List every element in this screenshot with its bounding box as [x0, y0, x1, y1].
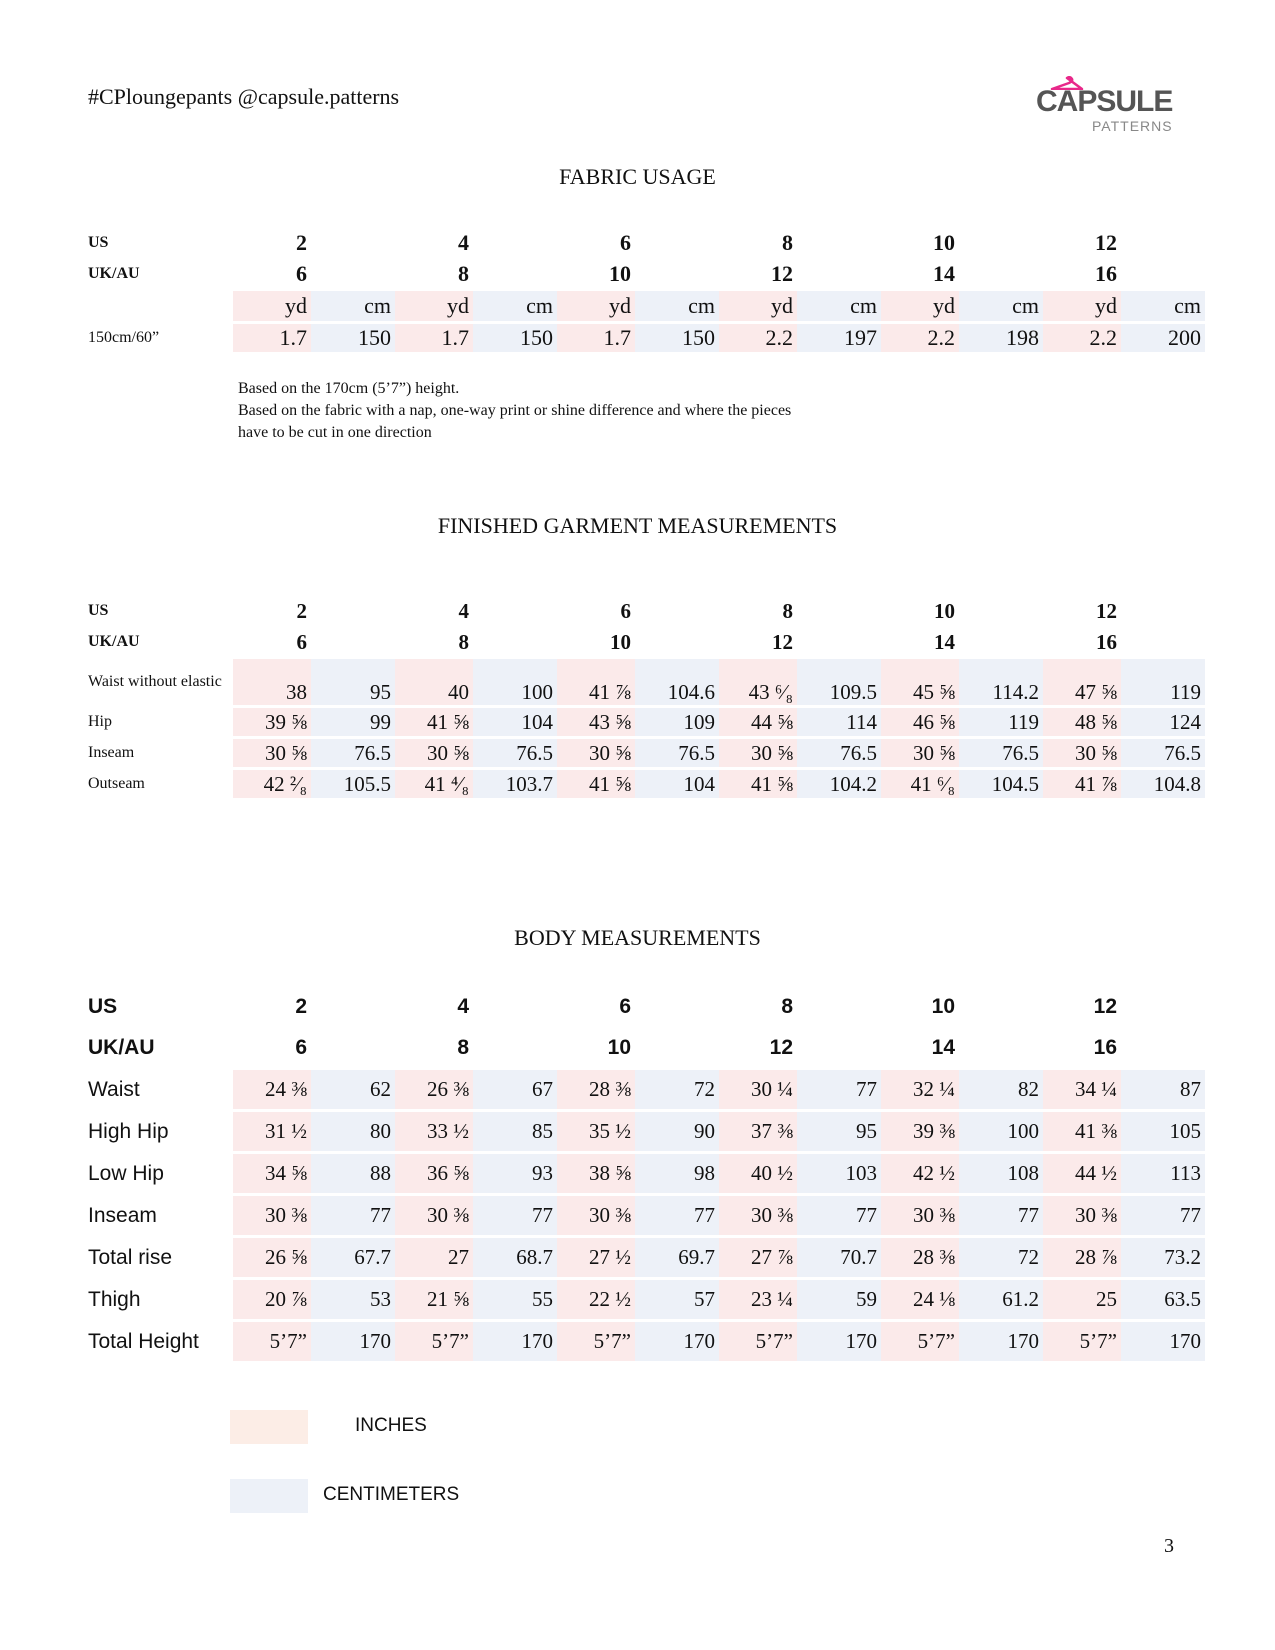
row-label: Thigh: [88, 1287, 141, 1311]
uk-size-cell: 8: [458, 629, 469, 654]
us-size-cell: 8: [781, 995, 793, 1018]
inch-value-cell: 23 ¼: [719, 1280, 797, 1319]
inch-value-cell: 30 ⅜: [233, 1196, 311, 1235]
us-size-cell: 12: [1095, 230, 1117, 255]
logo-wordmark: CAPSULE: [1036, 85, 1173, 118]
inch-value-cell: 39 ⅜: [881, 1112, 959, 1151]
spacer: [311, 229, 395, 257]
unit-yd: yd: [1043, 291, 1121, 321]
uk-size-cell: 6: [296, 629, 307, 654]
uk-size-cell: 12: [772, 629, 793, 654]
cm-value-cell: 150: [473, 324, 557, 352]
inch-value-cell: 1.7: [557, 324, 635, 352]
spacer: [1121, 988, 1205, 1026]
spacer: [797, 628, 881, 656]
inch-value-cell: 2.2: [1043, 324, 1121, 352]
cm-value-cell: 170: [473, 1322, 557, 1361]
us-size-cell: 6: [620, 230, 631, 255]
spacer: [797, 1029, 881, 1067]
inch-value-cell: 1.7: [233, 324, 311, 352]
spacer: [473, 229, 557, 257]
inch-value-cell: 35 ½: [557, 1112, 635, 1151]
us-size-cell: 4: [458, 598, 469, 623]
row-label: 150cm/60”: [88, 329, 160, 346]
inch-value-cell: 38 ⅝: [557, 1154, 635, 1193]
inch-value-cell: 30 ⅝: [233, 739, 311, 767]
inch-value-cell: 2.2: [881, 324, 959, 352]
uk-size-cell: 10: [607, 1036, 631, 1059]
body-row: [88, 1070, 1205, 1109]
inch-value-cell: 41 ⅞: [557, 659, 635, 705]
uk-size-cell: 14: [931, 1036, 955, 1059]
cm-value-cell: 119: [1121, 659, 1205, 705]
us-size-row: [88, 229, 1205, 257]
cm-value-cell: 150: [311, 324, 395, 352]
cm-value-cell: 103.7: [473, 770, 557, 798]
inch-value-cell: 30 ⅜: [719, 1196, 797, 1235]
inch-value-cell: 30 ⅝: [719, 739, 797, 767]
note-line: have to be cut in one direction: [238, 424, 432, 441]
cm-value-cell: 67: [473, 1070, 557, 1109]
inch-value-cell: 1.7: [395, 324, 473, 352]
us-size-cell: 12: [1096, 598, 1117, 623]
unit-cm: cm: [635, 291, 719, 321]
uk-size-cell: 14: [934, 629, 955, 654]
us-size-row: [88, 597, 1205, 625]
spacer: [635, 1029, 719, 1067]
fabric-usage-table: [88, 226, 1205, 355]
body-row: [88, 1196, 1205, 1235]
spacer: [473, 628, 557, 656]
us-size-cell: 2: [296, 598, 307, 623]
cm-value-cell: 114: [797, 708, 881, 736]
inch-value-cell: 27: [395, 1238, 473, 1277]
cm-value-cell: 57: [635, 1280, 719, 1319]
spacer: [959, 229, 1043, 257]
row-label: Total Height: [88, 1329, 199, 1353]
inch-value-cell: 33 ½: [395, 1112, 473, 1151]
spacer: [473, 260, 557, 288]
cm-value-cell: 76.5: [1121, 739, 1205, 767]
spacer: [1121, 1029, 1205, 1067]
cm-value-cell: 76.5: [473, 739, 557, 767]
cm-value-cell: 109.5: [797, 659, 881, 705]
cm-value-cell: 104: [473, 708, 557, 736]
inch-value-cell: 28 ⅞: [1043, 1238, 1121, 1277]
cm-value-cell: 124: [1121, 708, 1205, 736]
cm-value-cell: 77: [959, 1196, 1043, 1235]
inch-value-cell: 34 ⅝: [233, 1154, 311, 1193]
unit-yd: yd: [395, 291, 473, 321]
cm-value-cell: 104.8: [1121, 770, 1205, 798]
inch-value-cell: 5’7”: [395, 1322, 473, 1361]
garment-row: [88, 659, 1205, 705]
inch-value-cell: 40 ½: [719, 1154, 797, 1193]
body-measurements-table: [88, 985, 1205, 1364]
inch-value-cell: 42 ²⁄₈: [233, 770, 311, 798]
inch-value-cell: 48 ⅝: [1043, 708, 1121, 736]
cm-value-cell: 77: [1121, 1196, 1205, 1235]
cm-value-cell: 76.5: [959, 739, 1043, 767]
inch-value-cell: 20 ⅞: [233, 1280, 311, 1319]
cm-value-cell: 80: [311, 1112, 395, 1151]
row-label: High Hip: [88, 1119, 169, 1143]
inch-value-cell: 41 ⁶⁄₈: [881, 770, 959, 798]
us-size-row: [88, 988, 1205, 1026]
legend-cm-label: CENTIMETERS: [323, 1484, 460, 1505]
unit-yd: yd: [557, 291, 635, 321]
unit-cm: cm: [473, 291, 557, 321]
legend-inches-swatch: [230, 1410, 308, 1444]
unit-yd: yd: [881, 291, 959, 321]
row-label: Low Hip: [88, 1161, 164, 1185]
cm-value-cell: 72: [635, 1070, 719, 1109]
inch-value-cell: 42 ½: [881, 1154, 959, 1193]
cm-value-cell: 82: [959, 1070, 1043, 1109]
uk-size-cell: 16: [1095, 261, 1117, 286]
uk-label: UK/AU: [88, 633, 140, 650]
cm-value-cell: 62: [311, 1070, 395, 1109]
spacer: [797, 229, 881, 257]
cm-value-cell: 77: [473, 1196, 557, 1235]
spacer: [797, 597, 881, 625]
inch-value-cell: 41 ⅝: [557, 770, 635, 798]
cm-value-cell: 77: [635, 1196, 719, 1235]
cm-value-cell: 170: [311, 1322, 395, 1361]
cm-value-cell: 119: [959, 708, 1043, 736]
spacer: [635, 988, 719, 1026]
us-size-cell: 2: [296, 230, 307, 255]
spacer: [959, 628, 1043, 656]
row-label: Hip: [88, 713, 112, 730]
cm-value-cell: 88: [311, 1154, 395, 1193]
spacer: [797, 988, 881, 1026]
spacer: [473, 597, 557, 625]
inch-value-cell: 44 ⅝: [719, 708, 797, 736]
us-size-cell: 8: [782, 230, 793, 255]
cm-value-cell: 90: [635, 1112, 719, 1151]
cm-value-cell: 95: [797, 1112, 881, 1151]
uk-size-cell: 10: [610, 629, 631, 654]
inch-value-cell: 30 ⅝: [881, 739, 959, 767]
cm-value-cell: 170: [959, 1322, 1043, 1361]
hanger-icon: [1050, 76, 1084, 90]
cm-value-cell: 170: [635, 1322, 719, 1361]
cm-value-cell: 63.5: [1121, 1280, 1205, 1319]
units-row: [88, 291, 1205, 321]
uk-size-cell: 14: [933, 261, 955, 286]
unit-yd: yd: [233, 291, 311, 321]
fabric-usage-title: FABRIC USAGE: [559, 164, 716, 189]
unit-cm: cm: [959, 291, 1043, 321]
row-label: Waist without elastic: [88, 673, 222, 690]
inch-value-cell: 46 ⅝: [881, 708, 959, 736]
inch-value-cell: 27 ½: [557, 1238, 635, 1277]
cm-value-cell: 68.7: [473, 1238, 557, 1277]
cm-value-cell: 99: [311, 708, 395, 736]
capsule-patterns-logo: [1036, 86, 1186, 134]
spacer: [797, 260, 881, 288]
inch-value-cell: 30 ⅜: [881, 1196, 959, 1235]
spacer: [311, 1029, 395, 1067]
row-label: Total rise: [88, 1245, 173, 1269]
inch-value-cell: 32 ¼: [881, 1070, 959, 1109]
cm-value-cell: 77: [797, 1070, 881, 1109]
uk-size-cell: 12: [771, 261, 793, 286]
uk-size-row: [88, 1029, 1205, 1067]
cm-value-cell: 76.5: [635, 739, 719, 767]
inch-value-cell: 30 ⅝: [395, 739, 473, 767]
inch-value-cell: 43 ⅝: [557, 708, 635, 736]
inch-value-cell: 5’7”: [1043, 1322, 1121, 1361]
page-number: 3: [1164, 1535, 1174, 1557]
cm-value-cell: 170: [797, 1322, 881, 1361]
finished-garment-table: [88, 594, 1205, 801]
spacer: [635, 229, 719, 257]
inch-value-cell: 21 ⅝: [395, 1280, 473, 1319]
inch-value-cell: 5’7”: [719, 1322, 797, 1361]
inch-value-cell: 25: [1043, 1280, 1121, 1319]
inch-value-cell: 41 ⁴⁄₈: [395, 770, 473, 798]
spacer: [635, 597, 719, 625]
cm-value-cell: 104.5: [959, 770, 1043, 798]
cm-value-cell: 76.5: [797, 739, 881, 767]
us-size-cell: 8: [782, 598, 793, 623]
inch-value-cell: 30 ⅜: [395, 1196, 473, 1235]
inch-value-cell: 30 ¼: [719, 1070, 797, 1109]
note-line: Based on the fabric with a nap, one-way print or shine difference and where the pieces: [238, 402, 792, 419]
cm-value-cell: 77: [311, 1196, 395, 1235]
spacer: [473, 1029, 557, 1067]
spacer: [959, 988, 1043, 1026]
spacer: [635, 628, 719, 656]
inch-value-cell: 5’7”: [557, 1322, 635, 1361]
us-label: US: [88, 602, 109, 619]
cm-value-cell: 76.5: [311, 739, 395, 767]
row-label: Inseam: [88, 744, 135, 761]
inch-value-cell: 24 ⅜: [233, 1070, 311, 1109]
cm-value-cell: 73.2: [1121, 1238, 1205, 1277]
inch-value-cell: 5’7”: [233, 1322, 311, 1361]
body-measurements-title: BODY MEASUREMENTS: [514, 925, 761, 950]
spacer: [635, 260, 719, 288]
row-label: Inseam: [88, 1203, 157, 1227]
uk-size-cell: 12: [769, 1036, 793, 1059]
fabric-row: [88, 324, 1205, 352]
inch-value-cell: 37 ⅜: [719, 1112, 797, 1151]
cm-value-cell: 98: [635, 1154, 719, 1193]
us-size-cell: 10: [933, 230, 955, 255]
spacer: [311, 988, 395, 1026]
cm-value-cell: 109: [635, 708, 719, 736]
spacer: [959, 1029, 1043, 1067]
inch-value-cell: 39 ⅝: [233, 708, 311, 736]
inch-value-cell: 30 ⅜: [557, 1196, 635, 1235]
inch-value-cell: 44 ½: [1043, 1154, 1121, 1193]
inch-value-cell: 26 ⅝: [233, 1238, 311, 1277]
uk-label: UK/AU: [88, 1036, 155, 1059]
units-label-empty: [88, 291, 233, 321]
spacer: [473, 988, 557, 1026]
inch-value-cell: 31 ½: [233, 1112, 311, 1151]
spacer: [959, 597, 1043, 625]
cm-value-cell: 61.2: [959, 1280, 1043, 1319]
spacer: [311, 628, 395, 656]
spacer: [1121, 260, 1205, 288]
inch-value-cell: 36 ⅝: [395, 1154, 473, 1193]
row-label: Outseam: [88, 775, 145, 792]
inch-value-cell: 41 ⅜: [1043, 1112, 1121, 1151]
us-size-cell: 12: [1093, 995, 1117, 1018]
hashtag-header: #CPloungepants @capsule.patterns: [88, 84, 400, 109]
cm-value-cell: 100: [959, 1112, 1043, 1151]
body-row: [88, 1280, 1205, 1319]
inch-value-cell: 40: [395, 659, 473, 705]
inch-value-cell: 30 ⅜: [1043, 1196, 1121, 1235]
inch-value-cell: 34 ¼: [1043, 1070, 1121, 1109]
us-size-cell: 10: [931, 995, 955, 1018]
us-size-cell: 4: [458, 230, 469, 255]
uk-size-cell: 6: [295, 1036, 307, 1059]
inch-value-cell: 41 ⅝: [395, 708, 473, 736]
spacer: [959, 260, 1043, 288]
inch-value-cell: 2.2: [719, 324, 797, 352]
spacer: [311, 597, 395, 625]
cm-value-cell: 55: [473, 1280, 557, 1319]
cm-value-cell: 87: [1121, 1070, 1205, 1109]
inch-value-cell: 43 ⁶⁄₈: [719, 659, 797, 705]
finished-garment-title: FINISHED GARMENT MEASUREMENTS: [437, 513, 838, 538]
cm-value-cell: 53: [311, 1280, 395, 1319]
cm-value-cell: 103: [797, 1154, 881, 1193]
inch-value-cell: 24 ⅛: [881, 1280, 959, 1319]
cm-value-cell: 105: [1121, 1112, 1205, 1151]
cm-value-cell: 150: [635, 324, 719, 352]
unit-cm: cm: [311, 291, 395, 321]
cm-value-cell: 93: [473, 1154, 557, 1193]
cm-value-cell: 70.7: [797, 1238, 881, 1277]
cm-value-cell: 85: [473, 1112, 557, 1151]
cm-value-cell: 200: [1121, 324, 1205, 352]
us-size-cell: 2: [295, 995, 307, 1018]
inch-value-cell: 30 ⅝: [557, 739, 635, 767]
cm-value-cell: 104.6: [635, 659, 719, 705]
uk-size-cell: 16: [1096, 629, 1117, 654]
inch-value-cell: 22 ½: [557, 1280, 635, 1319]
legend-cm-swatch: [230, 1479, 308, 1513]
cm-value-cell: 95: [311, 659, 395, 705]
uk-label: UK/AU: [88, 265, 140, 282]
logo-subtitle: PATTERNS: [1092, 118, 1173, 134]
cm-value-cell: 59: [797, 1280, 881, 1319]
uk-size-cell: 8: [457, 1036, 469, 1059]
cm-value-cell: 114.2: [959, 659, 1043, 705]
uk-size-cell: 8: [458, 261, 469, 286]
garment-row: [88, 708, 1205, 736]
body-row: [88, 1322, 1205, 1361]
cm-value-cell: 104.2: [797, 770, 881, 798]
cm-value-cell: 105.5: [311, 770, 395, 798]
fabric-notes: [238, 378, 791, 444]
us-size-cell: 4: [457, 995, 469, 1018]
uk-size-cell: 6: [296, 261, 307, 286]
uk-size-row: [88, 628, 1205, 656]
us-label: US: [88, 234, 109, 251]
unit-cm: cm: [1121, 291, 1205, 321]
garment-row: [88, 770, 1205, 798]
inch-value-cell: 45 ⅝: [881, 659, 959, 705]
cm-value-cell: 170: [1121, 1322, 1205, 1361]
inch-value-cell: 47 ⅝: [1043, 659, 1121, 705]
cm-value-cell: 67.7: [311, 1238, 395, 1277]
spacer: [1121, 229, 1205, 257]
unit-cm: cm: [797, 291, 881, 321]
inch-value-cell: 27 ⅞: [719, 1238, 797, 1277]
cm-value-cell: 69.7: [635, 1238, 719, 1277]
cm-value-cell: 197: [797, 324, 881, 352]
inch-value-cell: 38: [233, 659, 311, 705]
us-label: US: [88, 995, 118, 1018]
inch-value-cell: 41 ⅝: [719, 770, 797, 798]
inch-value-cell: 30 ⅝: [1043, 739, 1121, 767]
inch-value-cell: 26 ⅜: [395, 1070, 473, 1109]
spacer: [1121, 628, 1205, 656]
cm-value-cell: 77: [797, 1196, 881, 1235]
cm-value-cell: 113: [1121, 1154, 1205, 1193]
inch-value-cell: 41 ⅞: [1043, 770, 1121, 798]
spacer: [1121, 597, 1205, 625]
cm-value-cell: 108: [959, 1154, 1043, 1193]
inch-value-cell: 5’7”: [881, 1322, 959, 1361]
body-row: [88, 1112, 1205, 1151]
legend-inches-label: INCHES: [355, 1415, 427, 1436]
us-size-cell: 10: [934, 598, 955, 623]
cm-value-cell: 198: [959, 324, 1043, 352]
uk-size-row: [88, 260, 1205, 288]
note-line: Based on the 170cm (5’7”) height.: [238, 380, 460, 397]
cm-value-cell: 72: [959, 1238, 1043, 1277]
body-row: [88, 1238, 1205, 1277]
inch-value-cell: 28 ⅜: [557, 1070, 635, 1109]
us-size-cell: 6: [619, 995, 631, 1018]
cm-value-cell: 100: [473, 659, 557, 705]
row-label: Waist: [88, 1077, 140, 1101]
garment-row: [88, 739, 1205, 767]
inch-value-cell: 28 ⅜: [881, 1238, 959, 1277]
body-row: [88, 1154, 1205, 1193]
spacer: [311, 260, 395, 288]
uk-size-cell: 16: [1093, 1036, 1117, 1059]
us-size-cell: 6: [620, 598, 631, 623]
uk-size-cell: 10: [609, 261, 631, 286]
cm-value-cell: 104: [635, 770, 719, 798]
unit-yd: yd: [719, 291, 797, 321]
